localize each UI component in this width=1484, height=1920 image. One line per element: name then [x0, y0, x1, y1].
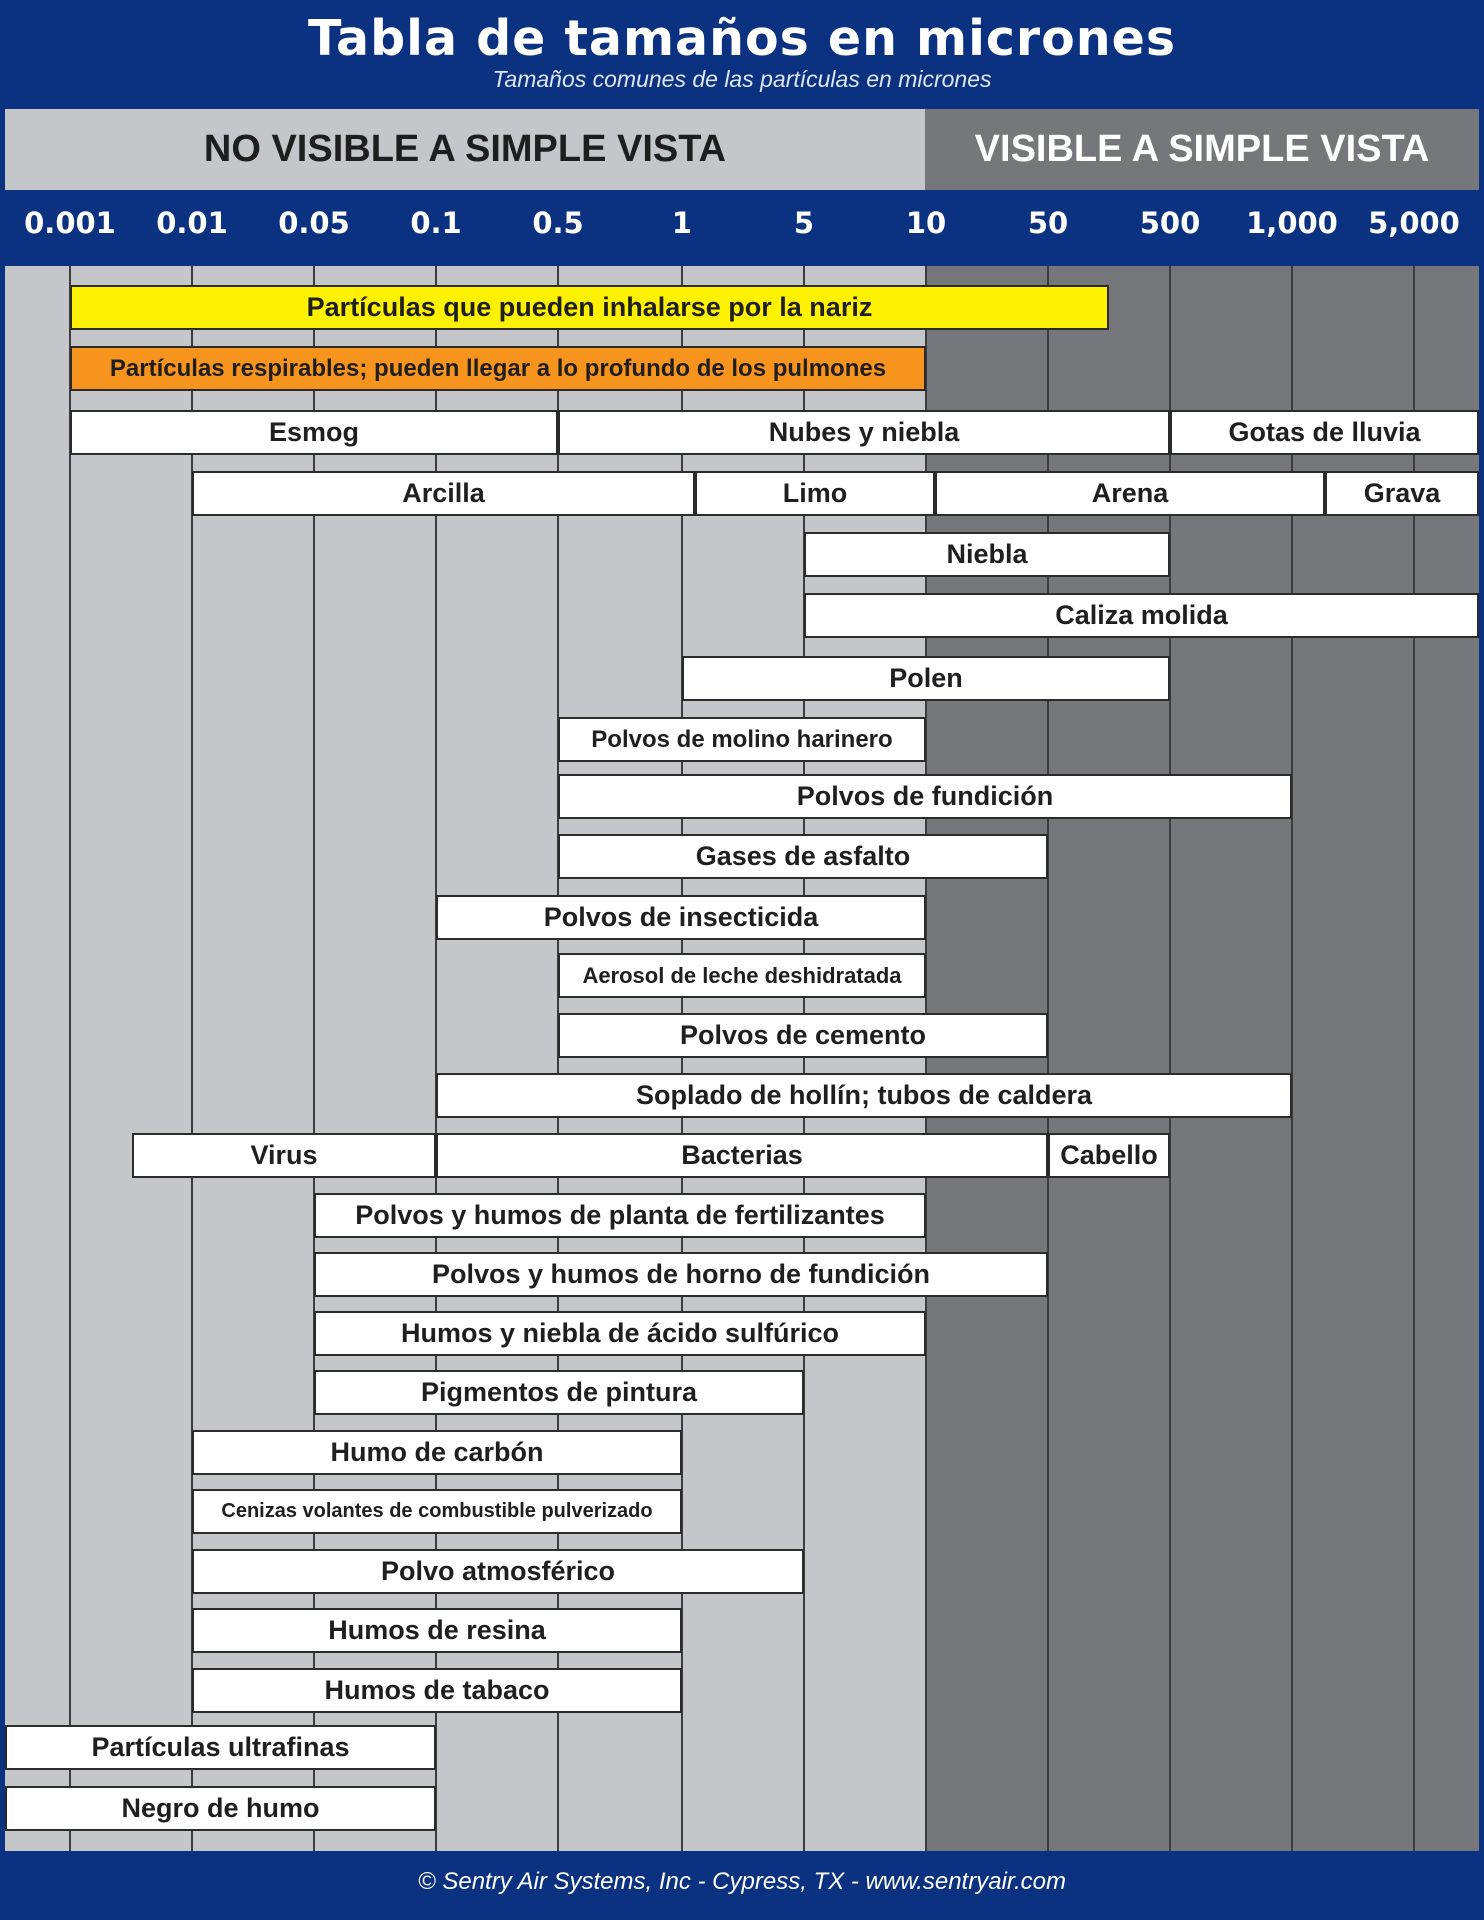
- range-bar: Grava: [1325, 471, 1479, 516]
- axis-tick-label: 50: [1027, 206, 1069, 240]
- range-bar: Caliza molida: [804, 593, 1479, 638]
- footer-credit: © Sentry Air Systems, Inc - Cypress, TX - www.sentryair.com: [417, 1868, 1067, 1895]
- axis-tick-label: 1,000: [1246, 206, 1338, 240]
- range-bar: Arena: [935, 471, 1325, 516]
- axis-tick-label: 0.05: [278, 206, 350, 240]
- axis-tick-label: 0.001: [24, 206, 116, 240]
- range-bar: Polvos y humos de horno de fundición: [314, 1252, 1048, 1297]
- range-bar: Arcilla: [192, 471, 695, 516]
- not-visible-band: NO VISIBLE A SIMPLE VISTA: [5, 109, 925, 190]
- range-bar: Soplado de hollín; tubos de caldera: [436, 1073, 1292, 1118]
- range-bar: Gotas de lluvia: [1170, 410, 1479, 455]
- range-bar: Polvos de fundición: [558, 774, 1292, 819]
- range-bar: Nubes y niebla: [558, 410, 1170, 455]
- range-bar: Cenizas volantes de combustible pulverizado: [192, 1489, 682, 1534]
- range-bar: Polvos de cemento: [558, 1013, 1048, 1058]
- range-bar: Bacterias: [436, 1133, 1048, 1178]
- range-bar: Cabello: [1048, 1133, 1170, 1178]
- range-bar: Aerosol de leche deshidratada: [558, 953, 926, 998]
- plot-area: [5, 266, 1479, 1851]
- range-bar: Partículas que pueden inhalarse por la nariz: [70, 285, 1109, 330]
- range-bar: Virus: [132, 1133, 436, 1178]
- gridline: [69, 266, 71, 1851]
- axis-tick-label: 0.1: [410, 206, 462, 240]
- range-bar: Pigmentos de pintura: [314, 1370, 804, 1415]
- range-bar: Limo: [695, 471, 935, 516]
- range-bar: Polvo atmosférico: [192, 1549, 804, 1594]
- range-bar: Humos de tabaco: [192, 1668, 682, 1713]
- range-bar: Esmog: [70, 410, 558, 455]
- range-bar: Polvos y humos de planta de fertilizantes: [314, 1193, 926, 1238]
- range-bar: Partículas ultrafinas: [5, 1725, 436, 1770]
- chart-subtitle: Tamaños comunes de las partículas en micrones: [492, 66, 992, 92]
- range-bar: Polvos de insecticida: [436, 895, 926, 940]
- chart-title: Tabla de tamaños en micrones: [307, 10, 1177, 67]
- visible-band: VISIBLE A SIMPLE VISTA: [925, 109, 1479, 190]
- range-bar: Humos y niebla de ácido sulfúrico: [314, 1311, 926, 1356]
- range-bar: Polen: [682, 656, 1170, 701]
- range-bar: Negro de humo: [5, 1786, 436, 1831]
- axis-tick-label: 5,000: [1368, 206, 1460, 240]
- axis-tick-label: 0.5: [532, 206, 584, 240]
- range-bar: Niebla: [804, 532, 1170, 577]
- range-bar: Humo de carbón: [192, 1430, 682, 1475]
- axis-tick-label: 0.01: [156, 206, 228, 240]
- range-bar: Humos de resina: [192, 1608, 682, 1653]
- range-bar: Gases de asfalto: [558, 834, 1048, 879]
- axis-tick-label: 5: [793, 206, 815, 240]
- range-bar: Polvos de molino harinero: [558, 717, 926, 762]
- axis-tick-label: 1: [671, 206, 693, 240]
- axis-tick-label: 10: [905, 206, 947, 240]
- axis-tick-label: 500: [1139, 206, 1201, 240]
- range-bar: Partículas respirables; pueden llegar a lo profundo de los pulmones: [70, 346, 926, 391]
